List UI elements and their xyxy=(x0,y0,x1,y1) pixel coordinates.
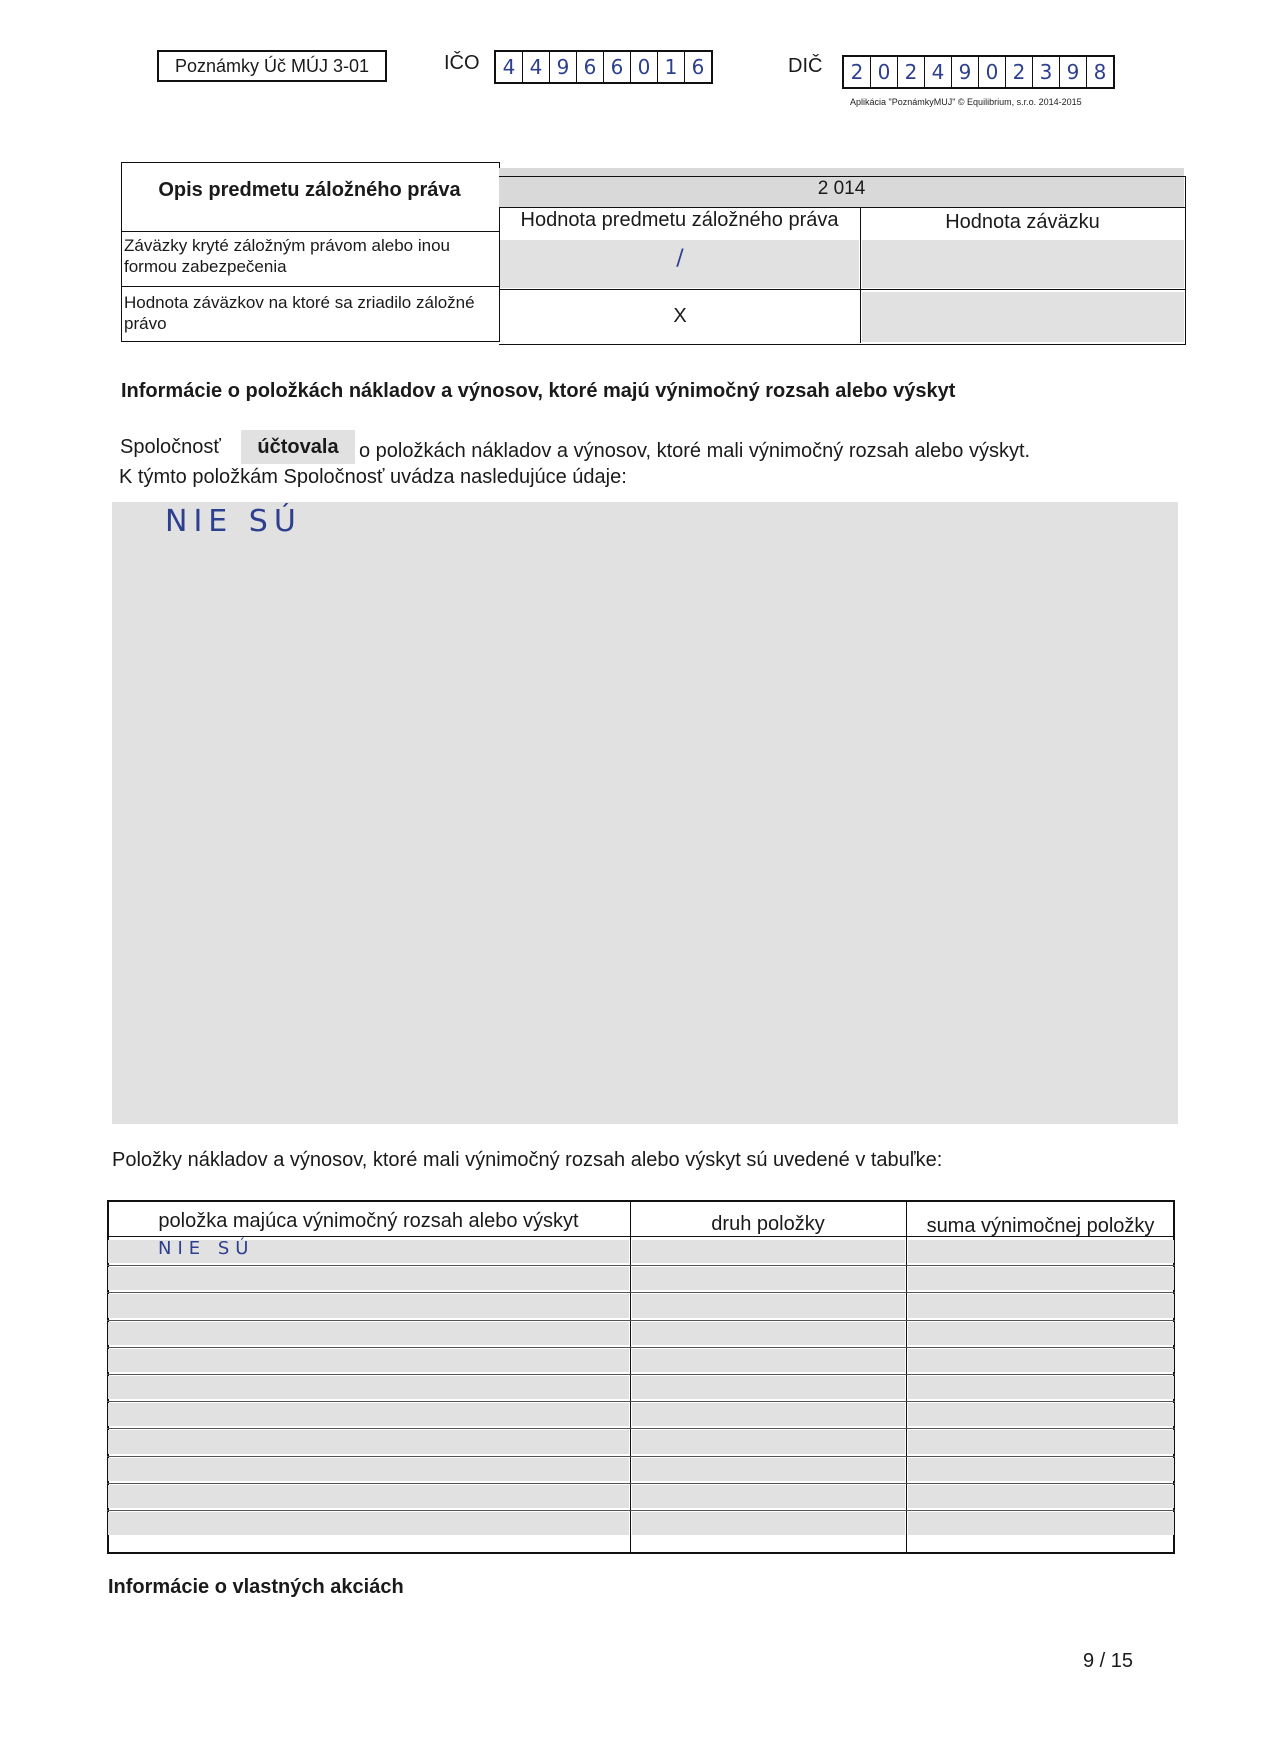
table-cell[interactable] xyxy=(632,1403,905,1426)
table-cell[interactable] xyxy=(108,1349,629,1372)
table-cell[interactable] xyxy=(908,1458,1174,1481)
dic-digit[interactable]: 8 xyxy=(1093,60,1107,84)
table-cell[interactable] xyxy=(908,1349,1174,1372)
dic-digit[interactable]: 2 xyxy=(844,57,871,87)
dic-label: DIČ xyxy=(788,55,823,77)
row-label-liability-value: Hodnota záväzkov na ktoré sa zriadilo záložné právo xyxy=(124,293,475,333)
table-cell[interactable] xyxy=(632,1458,905,1481)
ico-digit[interactable]: 6 xyxy=(604,52,631,82)
ico-label: IČO xyxy=(444,52,480,74)
ico-digit[interactable]: 4 xyxy=(496,52,523,82)
table-row-divider xyxy=(107,1428,1175,1429)
dic-digit[interactable]: 2 xyxy=(898,57,925,87)
table-row-divider xyxy=(107,1401,1175,1402)
divider xyxy=(906,1200,907,1554)
col-header-pledge-value: Hodnota predmetu záložného práva xyxy=(520,209,839,231)
divider xyxy=(121,286,499,287)
ico-digit[interactable]: 4 xyxy=(523,52,550,82)
page-number: 9 / 15 xyxy=(1083,1650,1134,1672)
dic-digit[interactable]: 2 xyxy=(1006,57,1033,87)
table-row-divider xyxy=(107,1265,1175,1266)
row-label-secured-liabilities: Záväzky kryté záložným právom alebo inou formou zabezpečenia xyxy=(124,236,450,276)
ico-digit[interactable]: 1 xyxy=(658,52,685,82)
table-cell[interactable] xyxy=(908,1376,1174,1399)
col-header-item-amount: suma výnimočnej položky xyxy=(926,1215,1155,1237)
table-cell[interactable] xyxy=(908,1267,1174,1290)
application-note: Aplikácia "PoznámkyMUJ" © Equilibrium, s.r.o. 2014-2015 xyxy=(850,97,1082,107)
notes-text-area[interactable] xyxy=(112,502,1178,1124)
table-cell[interactable] xyxy=(908,1240,1174,1263)
handwritten-note: NIE SÚ xyxy=(165,504,302,539)
table-cell[interactable] xyxy=(908,1430,1174,1453)
table-cell[interactable] xyxy=(632,1240,905,1263)
table-cell[interactable] xyxy=(908,1403,1174,1426)
ico-digit[interactable]: 0 xyxy=(631,52,658,82)
handwritten-slash: / xyxy=(676,246,684,271)
table-cell[interactable] xyxy=(108,1322,629,1345)
year-label: 2 014 xyxy=(817,178,866,199)
col-header-item: položka majúca výnimočný rozsah alebo výskyt xyxy=(158,1210,579,1232)
sentence-end: o položkách nákladov a výnosov, ktoré mali výnimočný rozsah alebo výskyt. xyxy=(359,440,1031,462)
section-heading-own-shares: Informácie o vlastných akciách xyxy=(108,1576,404,1598)
table-cell[interactable] xyxy=(108,1458,629,1481)
ico-digit[interactable]: 6 xyxy=(691,55,705,79)
table-cell[interactable] xyxy=(632,1512,905,1535)
table-cell[interactable] xyxy=(108,1485,629,1508)
table-cell[interactable] xyxy=(632,1485,905,1508)
col-header-liability-value: Hodnota záväzku xyxy=(945,211,1100,233)
table-row-divider xyxy=(107,1510,1175,1511)
table-cell[interactable] xyxy=(632,1322,905,1345)
table-row-divider xyxy=(107,1347,1175,1348)
table-cell[interactable] xyxy=(908,1294,1174,1317)
table-row-divider xyxy=(107,1456,1175,1457)
sentence-start: Spoločnosť xyxy=(120,436,221,458)
table-cell[interactable] xyxy=(108,1267,629,1290)
table-cell[interactable] xyxy=(632,1294,905,1317)
value-x-mark: X xyxy=(673,305,687,327)
dic-digit[interactable]: 4 xyxy=(925,57,952,87)
section-heading-exceptional-items: Informácie o položkách nákladov a výnosov, ktoré majú výnimočný rozsah alebo výskyt xyxy=(121,380,956,402)
table-cell[interactable] xyxy=(108,1294,629,1317)
table-row-divider xyxy=(107,1292,1175,1293)
table-row-divider xyxy=(107,1483,1175,1484)
dic-digit[interactable]: 9 xyxy=(952,57,979,87)
table-cell[interactable] xyxy=(632,1376,905,1399)
dic-digit-boxes[interactable] xyxy=(842,55,1115,89)
pledge-table-title: Opis predmetu záložného práva xyxy=(158,179,461,201)
sentence-details: K týmto položkám Spoločnosť uvádza nasledujúce údaje: xyxy=(119,466,627,488)
input-cell[interactable] xyxy=(862,240,1184,288)
divider xyxy=(630,1200,631,1554)
table-row-divider xyxy=(107,1320,1175,1321)
table-cell[interactable] xyxy=(108,1512,629,1535)
table-cell[interactable] xyxy=(908,1512,1174,1535)
dic-digit[interactable]: 3 xyxy=(1033,57,1060,87)
table-cell[interactable] xyxy=(908,1322,1174,1345)
ico-digit[interactable]: 9 xyxy=(550,52,577,82)
table-row-divider xyxy=(107,1374,1175,1375)
table-cell[interactable] xyxy=(632,1267,905,1290)
dic-digit[interactable]: 9 xyxy=(1060,57,1087,87)
table-cell[interactable] xyxy=(632,1349,905,1372)
col-header-item-type: druh položky xyxy=(711,1213,825,1235)
ico-digit[interactable]: 6 xyxy=(577,52,604,82)
handwritten-table-note: NIE SÚ xyxy=(158,1238,255,1259)
divider xyxy=(499,289,1185,290)
accounting-status-field[interactable]: účtovala xyxy=(241,430,355,464)
table-cell[interactable] xyxy=(108,1403,629,1426)
dic-digit[interactable]: 0 xyxy=(979,57,1006,87)
table-cell[interactable] xyxy=(632,1430,905,1453)
table-cell[interactable] xyxy=(108,1430,629,1453)
table-cell[interactable] xyxy=(108,1376,629,1399)
table-intro: Položky nákladov a výnosov, ktoré mali výnimočný rozsah alebo výskyt sú uvedené v tabuľke: xyxy=(112,1149,943,1171)
input-cell[interactable] xyxy=(862,292,1184,342)
table-cell[interactable] xyxy=(908,1485,1174,1508)
form-code: Poznámky Úč MÚJ 3-01 xyxy=(157,50,387,82)
dic-digit[interactable]: 0 xyxy=(871,57,898,87)
ico-digit-boxes[interactable] xyxy=(494,50,713,84)
divider xyxy=(121,231,499,232)
